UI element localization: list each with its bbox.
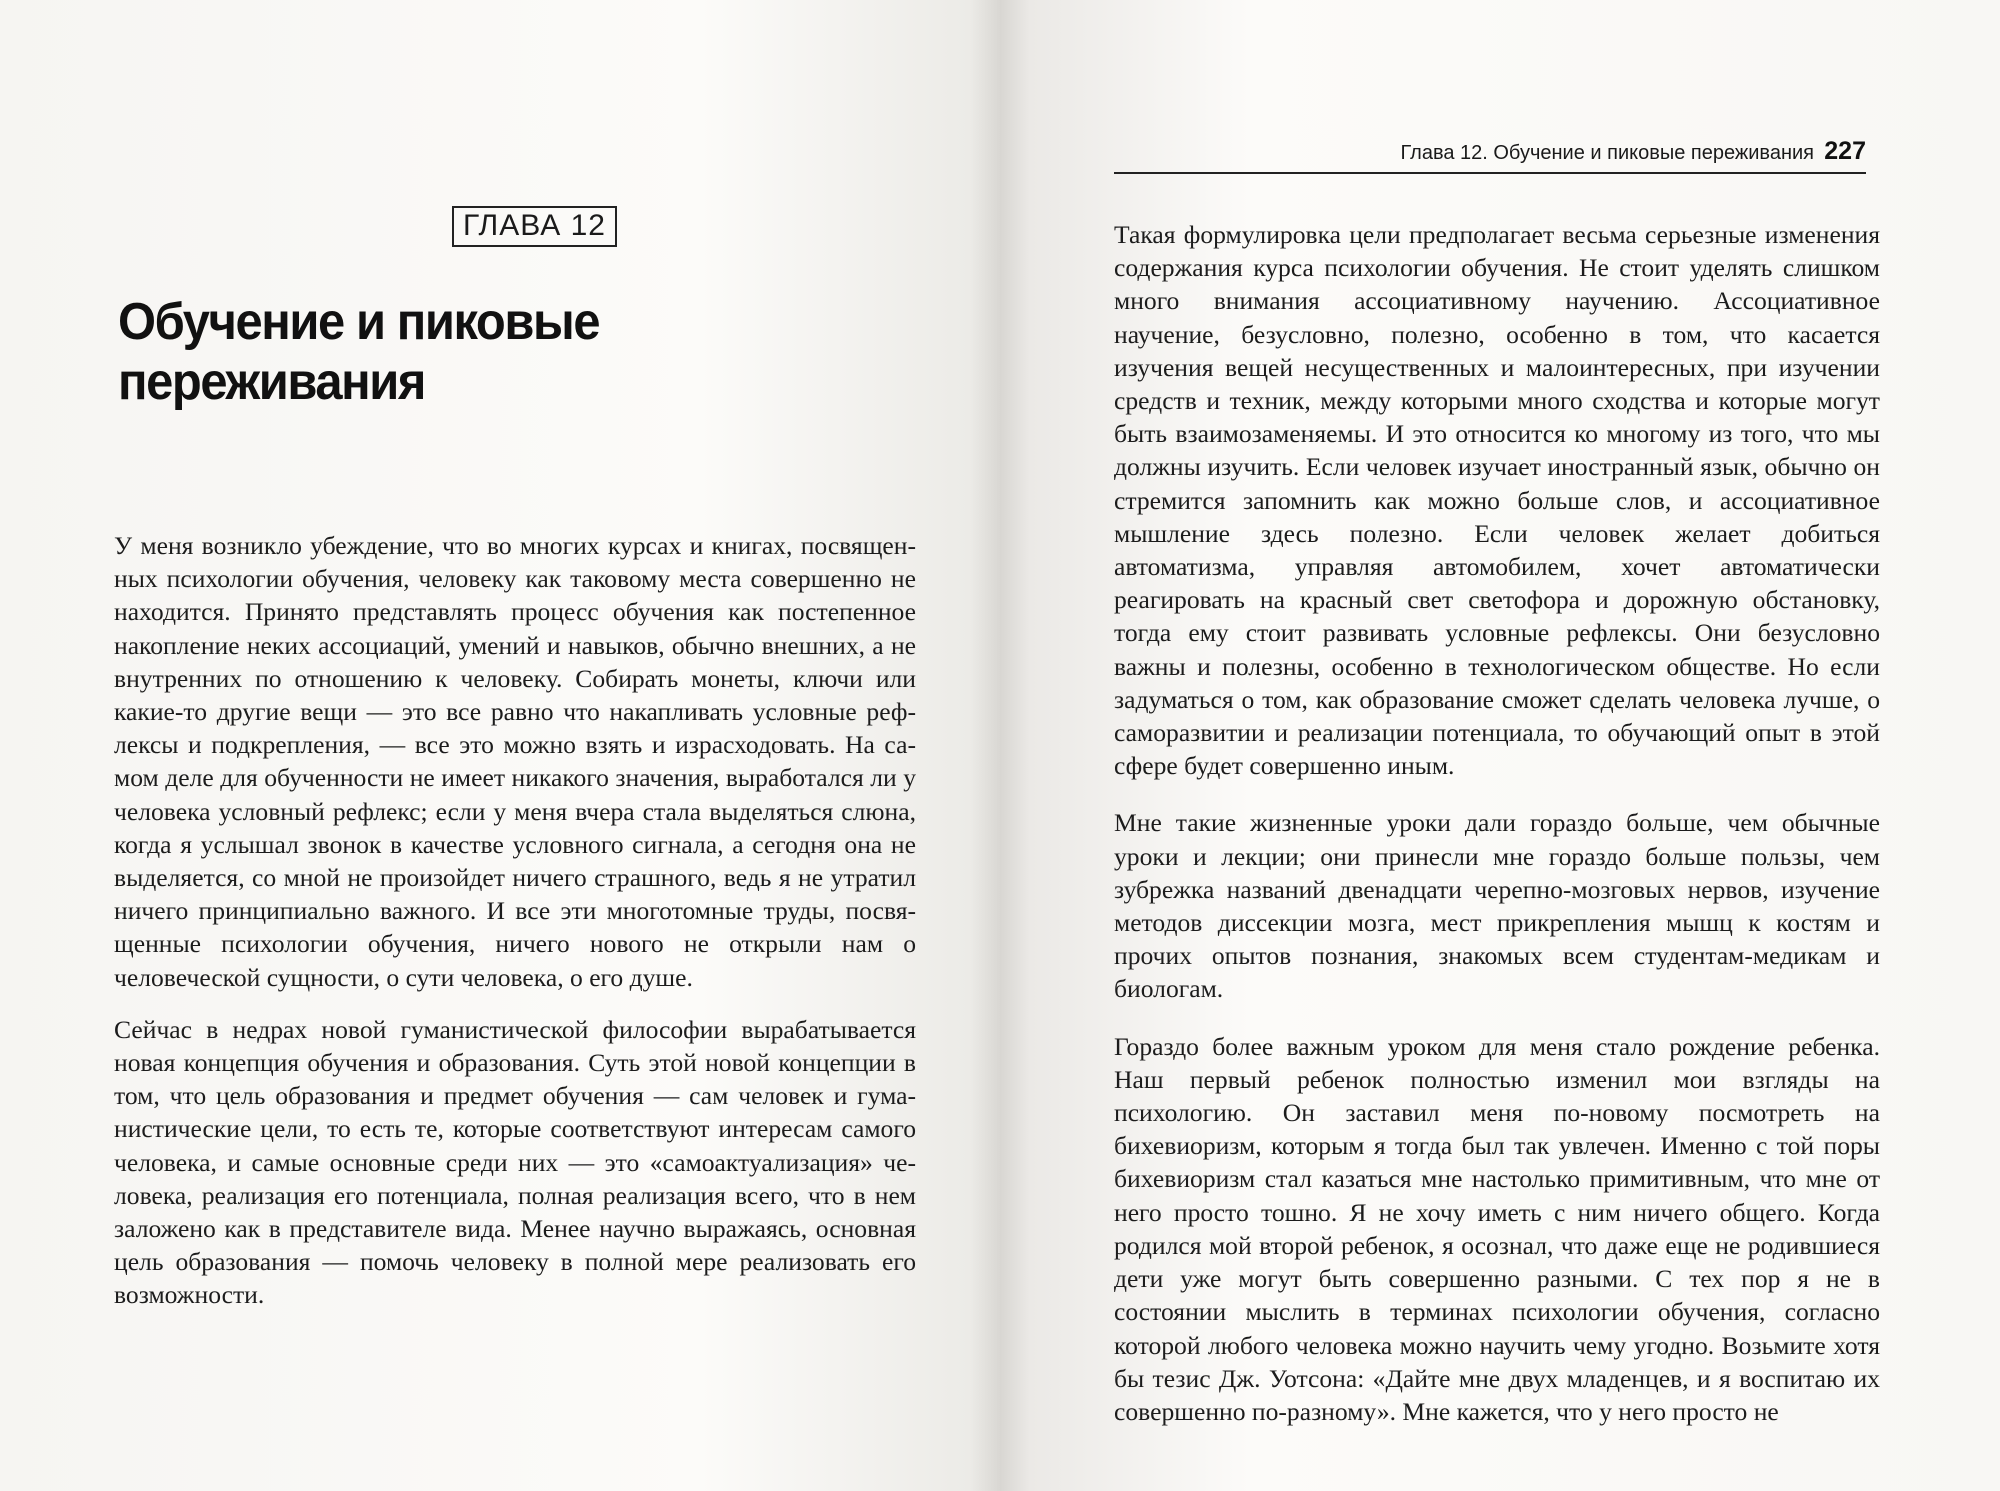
page-number: 227 xyxy=(1824,137,1866,165)
paragraph: Гораздо более важным уроком для меня стало рождение ребенка. Наш первый ребенок полностью изменил мои взгляды на психологию. Он заставил меня по-новому посмотреть на бихевиоризм, которым я тогда был так увлечен. Именно с той поры бихевиоризм стал казаться мне настолько примитивным, что мне от него просто тошно. Я не хочу иметь с ним ничего общего. Когда родился мой второй ребенок, я осознал, что даже еще не родившиеся дети уже могут быть совершенно разными. С тех пор я не в состоянии мыслить в терминах психологии обучения, согласно которой любого человека можно научить чему угодно. Возьмите хотя бы тезис Дж. Уотсона: «Дайте мне двух младенцев, и я воспитаю их совершенно по-разному». Мне кажется, что у него просто не xyxy=(1114,1031,1880,1426)
running-head xyxy=(1114,138,1866,174)
paragraph: Сейчас в недрах новой гуманистической философии вырабатывается новая концепция обучения и образования. Суть этой новой концепции в том, что цель образования и предмет обучения — сам человек и гуманистические цели, то есть те, которые соответствуют интересам самого человека, и самые основные среди них — это «самоактуализация» человека, реализация его потенциала, полная реализация всего, что в нем заложено как в представителе вида. Менее научно выражаясь, основная цель образования — помочь человеку в полной мере реализовать его возможности. xyxy=(114,1014,916,1310)
right-text-column xyxy=(1114,218,1880,1428)
running-title: Глава 12. Обучение и пиковые переживания xyxy=(1400,142,1814,164)
paragraph: Такая формулировка цели предполагает весьма серьезные изменения содержания курса психологии обучения. Не стоит уделять слишком много внимания ассоциативному научению. Ассоциативное научение, безусловно, полезно, особенно в том, что касается изучения вещей несущественных и малоинтересных, при изучении средств и техник, между которыми много сходства и которые могут быть взаимозаменяемы. И это относится ко многому из того, что мы должны изучить. Если человек изучает иностранный язык, обычно он стремится запомнить как можно больше слов, и ассоциативное мышление здесь полезно. Если человек желает добиться автоматизма, управляя автомобилем, хочет автоматически реагировать на красный свет светофора и дорожную обстановку, тогда ему стоит развивать условные рефлексы. Они безусловно важны и полезны, особенно в технологическом обществе. Но если задуматься о том, как образование сможет сделать человека лучше, о саморазвитии и реализации потенциала, то обучающий опыт в этой сфере будет совершенно иным. xyxy=(1114,220,1880,781)
left-text-column xyxy=(114,529,916,1312)
paragraph: Мне такие жизненные уроки дали гораздо больше, чем обычные уроки и лекции; они принесли мне гораздо больше пользы, чем зубрежка названий двенадцати черепно-мозговых нервов, изучение методов диссекции мозга, мест прикрепления мышц к костям и прочих опытов познания, знакомых всем студентам-медикам и биологам. xyxy=(1114,808,1880,1004)
paragraph: У меня возникло убеждение, что во многих курсах и книгах, посвященных психологии обучения, человеку как таковому места совершенно не находится. Принято представлять процесс обучения как постепенное накопление неких ассоциаций, умений и навыков, обычно внешних, а не внутренних по отношению к человеку. Собирать монеты, ключи или какие-то другие вещи — это все равно что накапливать условные рефлексы и подкрепления, — все это можно взять и израсходовать. На самом деле для обученности не имеет никакого значения, выработался ли у человека условный рефлекс; если у меня вчера стала выделяться слюна, когда я услышал звонок в качестве условного сигнала, а сегодня она не выделяется, со мной не произойдет ничего страшного, ведь я не утратил ничего принципиально важного. И все эти многотомные труды, посвященные психологии обучения, ничего нового не открыли нам о человеческой сущности, о сути человека, о его душе. xyxy=(114,531,916,992)
chapter-label: ГЛАВА 12 xyxy=(452,206,617,247)
chapter-title: Обучение и пиковые переживания xyxy=(118,293,600,411)
